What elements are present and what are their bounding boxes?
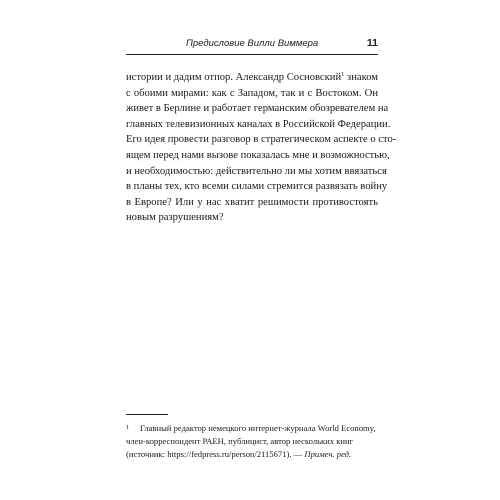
text-line: и необходимостью: действительно ли мы хотим ввязаться [126, 165, 387, 177]
footnote-line [126, 448, 378, 461]
text-line: новым разрушениям? [126, 212, 224, 224]
footnote-line: член-корреспондент РАЕН, публицист, автор нескольких книг [126, 436, 354, 446]
text-line: в Европе? Или у нас хватит решимости противостоять [126, 196, 378, 208]
text-line: ящем перед нами вызове показалась мне и возможностью, [126, 149, 390, 161]
text-line: главных телевизионных каналах в Российской Федерации. [126, 118, 391, 130]
text-line: истории и дадим отпор. Александр Сосновский$^1$ знаком [126, 71, 378, 83]
page-number: 11 [366, 37, 378, 49]
text-line: живет в Берлине и работает германским обозревателем на [126, 103, 389, 115]
text-line: Его идея провести разговор в стратегическом аспекте о сто- [126, 134, 397, 146]
running-header [126, 36, 378, 55]
footnote-line: Главный редактор немецкого интернет-журнала World Economy, [140, 423, 376, 433]
running-title: Предисловие Вилли Виммера [186, 38, 319, 49]
footnote-divider [126, 414, 168, 415]
footnote-reference[interactable]: 1 [341, 71, 345, 78]
body-paragraph [126, 70, 397, 226]
text-line: в планы тех, кто всеми силами стремится развязать войну [126, 181, 388, 193]
text-line: с обоими мирами: как с Западом, так и с Востоком. Он [126, 87, 378, 99]
editor-note: Примеч. ред. [304, 449, 352, 459]
footnote-source-link[interactable]: (источник: https://fedpress.ru/person/2115671). — [126, 449, 305, 459]
footnote-mark: 1 [126, 424, 130, 431]
footnote [126, 422, 378, 461]
